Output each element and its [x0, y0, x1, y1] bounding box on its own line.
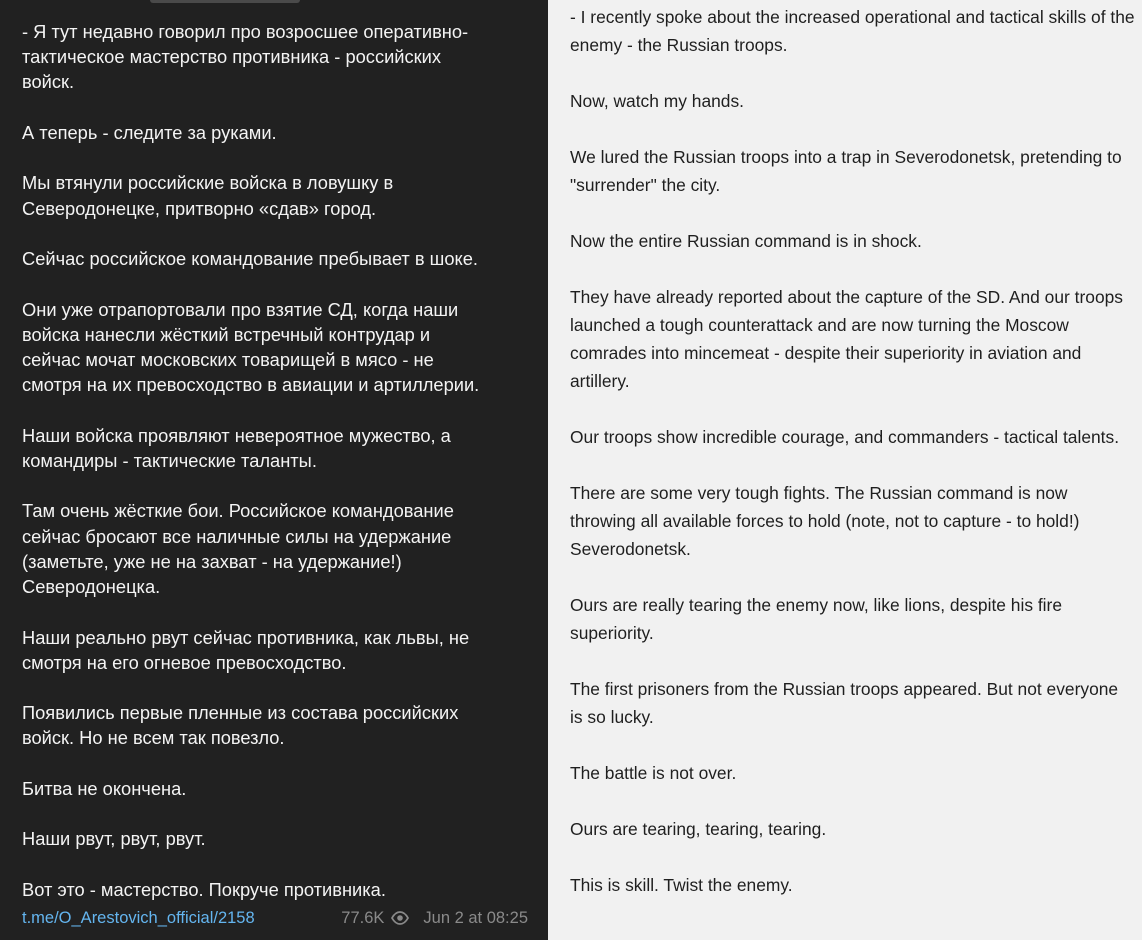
translation-paragraph: Now, watch my hands. — [570, 91, 744, 111]
message-text — [22, 19, 537, 902]
translation-text — [570, 3, 1135, 899]
message-date: Jun 2 at 08:25 — [423, 909, 528, 927]
translation-paragraph: There are some very tough fights. The Russian command is now throwing all available forces to hold (note, not to capture - to hold!) Severodonetsk. — [570, 483, 1080, 559]
message-paragraph: А теперь - следите за руками. — [22, 121, 277, 143]
message-paragraph: Там очень жёсткие бои. Российское командование сейчас бросают все наличные силы на удержание (заметьте, уже не на захват - на удержание!) Северодонецка. — [22, 500, 454, 598]
translation-paragraph: We lured the Russian troops into a trap in Severodonetsk, pretending to "surrender" the city. — [570, 147, 1122, 195]
translation-paragraph: Ours are tearing, tearing, tearing. — [570, 819, 827, 839]
translation-paragraph: The first prisoners from the Russian troops appeared. But not everyone is so lucky. — [570, 679, 1119, 727]
translation-paragraph: - I recently spoke about the increased operational and tactical skills of the enemy - the Russian troops. — [570, 7, 1135, 55]
translation-paragraph: Our troops show incredible courage, and commanders - tactical talents. — [570, 427, 1120, 447]
message-paragraph: Сейчас российское командование пребывает в шоке. — [22, 248, 478, 270]
message-meta — [341, 906, 528, 930]
message-paragraph: Появились первые пленные из состава российских войск. Но не всем так повезло. — [22, 702, 459, 749]
translation-panel — [548, 0, 1142, 940]
message-footer — [22, 906, 528, 930]
message-paragraph: - Я тут недавно говорил про возросшее оперативно- тактическое мастерство противника - российских войск. — [22, 21, 469, 93]
message-paragraph: Наши рвут, рвут, рвут. — [22, 828, 206, 850]
translation-paragraph: Now the entire Russian command is in shock. — [570, 231, 922, 251]
message-paragraph: Вот это - мастерство. Покруче противника. — [22, 878, 386, 900]
translation-paragraph: This is skill. Twist the enemy. — [570, 875, 793, 895]
views-count: 77.6K — [341, 909, 385, 927]
previous-media-edge — [150, 0, 300, 3]
translation-paragraph: They have already reported about the capture of the SD. And our troops launched a tough counterattack and are now turning the Moscow comrades into mincemeat - despite their superiority in aviation and artillery. — [570, 287, 1123, 391]
message-paragraph: Наши войска проявляют невероятное мужество, а командиры - тактические таланты. — [22, 424, 451, 471]
message-paragraph: Мы втянули российские войска в ловушку в Северодонецке, притворно «сдав» город. — [22, 172, 394, 219]
translation-paragraph: The battle is not over. — [570, 763, 737, 783]
eye-icon — [391, 911, 409, 925]
message-link[interactable]: t.me/O_Arestovich_official/2158 — [22, 909, 255, 927]
telegram-message-panel — [0, 0, 548, 940]
message-paragraph: Наши реально рвут сейчас противника, как львы, не смотря на его огневое превосходство. — [22, 626, 470, 673]
message-paragraph: Они уже отрапортовали про взятие СД, когда наши войска нанесли жёсткий встречный контрудар и сейчас мочат московских товарищей в мясо - не смотря на их превосходство в авиации и артиллерии. — [22, 298, 480, 396]
message-paragraph: Битва не окончена. — [22, 777, 187, 799]
translation-paragraph: Ours are really tearing the enemy now, like lions, despite his fire superiority. — [570, 595, 1063, 643]
